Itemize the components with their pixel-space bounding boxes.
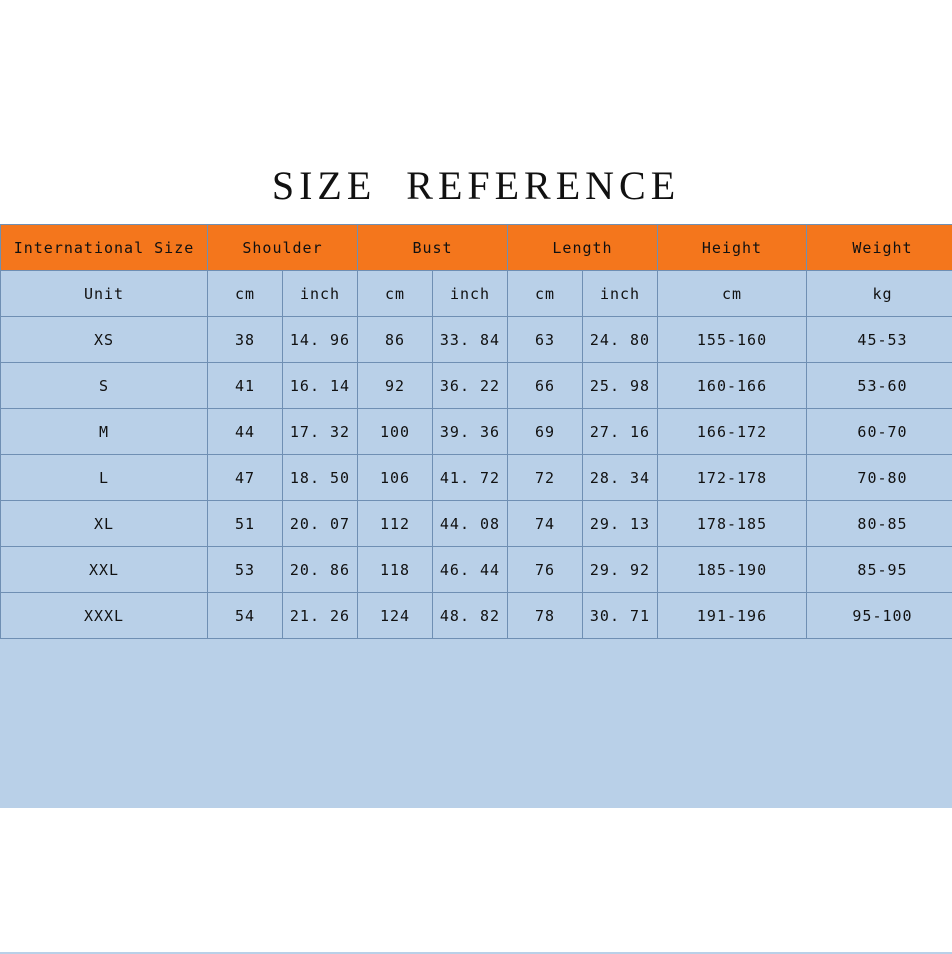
- row-size: XXL: [1, 547, 208, 593]
- unit-weight: kg: [807, 271, 952, 317]
- row-weight: 53-60: [807, 363, 952, 409]
- unit-label: Unit: [1, 271, 208, 317]
- row-height: 166-172: [658, 409, 807, 455]
- row-length-cm: 78: [508, 593, 583, 639]
- table-row: [1, 547, 952, 593]
- size-reference-table: [0, 224, 952, 639]
- unit-height: cm: [658, 271, 807, 317]
- unit-length-inch: inch: [583, 271, 658, 317]
- row-height: 191-196: [658, 593, 807, 639]
- row-height: 172-178: [658, 455, 807, 501]
- unit-length-cm: cm: [508, 271, 583, 317]
- row-length-inch: 28. 34: [583, 455, 658, 501]
- row-height: 178-185: [658, 501, 807, 547]
- row-bust-cm: 112: [358, 501, 433, 547]
- bottom-margin: [0, 808, 952, 952]
- row-bust-cm: 92: [358, 363, 433, 409]
- row-bust-cm: 86: [358, 317, 433, 363]
- row-length-cm: 66: [508, 363, 583, 409]
- table-row: [1, 409, 952, 455]
- row-length-cm: 69: [508, 409, 583, 455]
- row-shoulder-inch: 18. 50: [283, 455, 358, 501]
- row-shoulder-inch: 17. 32: [283, 409, 358, 455]
- row-height: 155-160: [658, 317, 807, 363]
- row-length-cm: 76: [508, 547, 583, 593]
- row-bust-cm: 118: [358, 547, 433, 593]
- row-bust-cm: 106: [358, 455, 433, 501]
- table-row: [1, 593, 952, 639]
- row-shoulder-cm: 38: [208, 317, 283, 363]
- table-body: [1, 271, 952, 639]
- row-weight: 85-95: [807, 547, 952, 593]
- row-shoulder-cm: 51: [208, 501, 283, 547]
- row-size: XXXL: [1, 593, 208, 639]
- row-shoulder-cm: 47: [208, 455, 283, 501]
- row-bust-inch: 39. 36: [433, 409, 508, 455]
- row-weight: 60-70: [807, 409, 952, 455]
- row-height: 160-166: [658, 363, 807, 409]
- row-length-cm: 74: [508, 501, 583, 547]
- row-shoulder-cm: 41: [208, 363, 283, 409]
- row-weight: 95-100: [807, 593, 952, 639]
- row-size: XL: [1, 501, 208, 547]
- row-shoulder-inch: 14. 96: [283, 317, 358, 363]
- row-shoulder-cm: 54: [208, 593, 283, 639]
- column-header-length: Length: [508, 225, 658, 271]
- row-length-inch: 29. 92: [583, 547, 658, 593]
- row-length-inch: 27. 16: [583, 409, 658, 455]
- row-bust-inch: 33. 84: [433, 317, 508, 363]
- row-size: XS: [1, 317, 208, 363]
- row-length-inch: 29. 13: [583, 501, 658, 547]
- table-row: [1, 363, 952, 409]
- row-length-cm: 63: [508, 317, 583, 363]
- row-size: M: [1, 409, 208, 455]
- row-size: L: [1, 455, 208, 501]
- row-weight: 70-80: [807, 455, 952, 501]
- unit-bust-inch: inch: [433, 271, 508, 317]
- row-bust-inch: 48. 82: [433, 593, 508, 639]
- size-chart-sheet: [0, 146, 952, 808]
- row-bust-inch: 36. 22: [433, 363, 508, 409]
- table-row: [1, 455, 952, 501]
- title-area: [0, 146, 952, 224]
- row-length-inch: 25. 98: [583, 363, 658, 409]
- row-length-cm: 72: [508, 455, 583, 501]
- table-row: [1, 317, 952, 363]
- top-margin: [0, 0, 952, 146]
- column-header-international-size: International Size: [1, 225, 208, 271]
- row-height: 185-190: [658, 547, 807, 593]
- row-bust-inch: 44. 08: [433, 501, 508, 547]
- row-shoulder-inch: 20. 86: [283, 547, 358, 593]
- unit-shoulder-cm: cm: [208, 271, 283, 317]
- row-bust-inch: 41. 72: [433, 455, 508, 501]
- unit-bust-cm: cm: [358, 271, 433, 317]
- table-header: [1, 225, 952, 271]
- table-row-unit: [1, 271, 952, 317]
- row-length-inch: 24. 80: [583, 317, 658, 363]
- column-header-bust: Bust: [358, 225, 508, 271]
- header-row: [1, 225, 952, 271]
- column-header-weight: Weight: [807, 225, 952, 271]
- row-weight: 80-85: [807, 501, 952, 547]
- row-length-inch: 30. 71: [583, 593, 658, 639]
- row-weight: 45-53: [807, 317, 952, 363]
- row-shoulder-inch: 21. 26: [283, 593, 358, 639]
- unit-shoulder-inch: inch: [283, 271, 358, 317]
- row-bust-inch: 46. 44: [433, 547, 508, 593]
- row-shoulder-inch: 20. 07: [283, 501, 358, 547]
- column-header-shoulder: Shoulder: [208, 225, 358, 271]
- row-size: S: [1, 363, 208, 409]
- page-title: SIZE REFERENCE: [272, 162, 680, 209]
- row-shoulder-cm: 53: [208, 547, 283, 593]
- row-bust-cm: 100: [358, 409, 433, 455]
- row-shoulder-inch: 16. 14: [283, 363, 358, 409]
- row-bust-cm: 124: [358, 593, 433, 639]
- row-shoulder-cm: 44: [208, 409, 283, 455]
- table-row: [1, 501, 952, 547]
- column-header-height: Height: [658, 225, 807, 271]
